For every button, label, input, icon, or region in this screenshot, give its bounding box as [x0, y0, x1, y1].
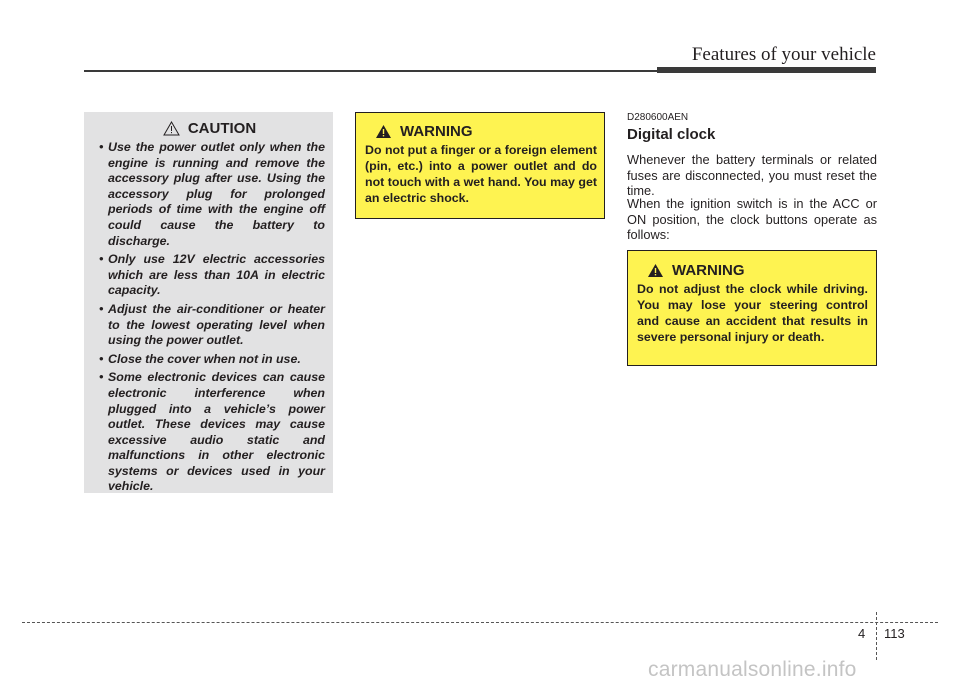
- caution-item-text: Adjust the air-conditioner or heater to the lowest operating level when using the power outlet.: [108, 301, 325, 348]
- section-code: D280600AEN: [627, 112, 689, 123]
- caution-heading: [94, 120, 325, 137]
- warning-title: WARNING: [672, 262, 745, 279]
- warning-text: Do not adjust the clock while driving. You may lose your steering control and cause an accident that results in severe personal injury or death.: [637, 282, 868, 344]
- caution-triangle-icon: [163, 121, 180, 136]
- header-rule-accent: [657, 67, 876, 73]
- caution-item-text: Use the power outlet only when the engine is running and remove the accessory plug after use. Using the accessory plug for prolonged periods of time with the engine off could cause the battery to discharge.: [108, 140, 325, 248]
- warning-box-outlet: [355, 112, 605, 219]
- bullet: •: [99, 370, 104, 385]
- footer-dashed-rule: [22, 622, 938, 623]
- footer-vertical-rule: [876, 612, 877, 660]
- caution-item-text: Some electronic devices can cause electronic interference when plugged into a vehicle’s power outlet. These devices may cause excessive audio static and malfunctions in other electronic systems or devices used in your vehicle.: [108, 370, 325, 494]
- page-number: 113: [884, 626, 905, 641]
- caution-list: [94, 140, 325, 495]
- bullet: •: [99, 351, 104, 366]
- body-paragraph: When the ignition switch is in the ACC or ON position, the clock buttons operate as follows:: [627, 196, 877, 243]
- header-title: Features of your vehicle: [691, 44, 876, 65]
- caution-box: [84, 112, 333, 493]
- body-paragraph: Whenever the battery terminals or related fuses are disconnected, you must reset the time.: [627, 152, 877, 199]
- chapter-number: 4: [858, 626, 866, 641]
- bullet: •: [99, 252, 104, 267]
- warning-text: Do not put a finger or a foreign element (pin, etc.) into a power outlet and do not touch with a wet hand. You may get an electric shock.: [365, 143, 597, 205]
- caution-item: [94, 140, 325, 249]
- caution-item-text: Close the cover when not in use.: [108, 351, 301, 366]
- caution-item: [94, 370, 325, 495]
- caution-item: [94, 252, 325, 299]
- section-title: Digital clock: [627, 126, 716, 143]
- warning-box-clock: [627, 250, 877, 366]
- bullet: •: [99, 301, 104, 316]
- warning-triangle-icon: [647, 263, 664, 278]
- caution-item: [94, 352, 325, 368]
- caution-item: [94, 302, 325, 349]
- warning-title: WARNING: [400, 123, 473, 140]
- caution-title: CAUTION: [187, 120, 257, 137]
- warning-heading: [637, 262, 868, 279]
- warning-triangle-icon: [375, 124, 392, 139]
- caution-item-text: Only use 12V electric accessories which are less than 10A in electric capacity.: [108, 252, 325, 298]
- watermark: carmanualsonline.info: [648, 658, 857, 681]
- bullet: •: [99, 140, 104, 154]
- warning-heading: [365, 123, 597, 140]
